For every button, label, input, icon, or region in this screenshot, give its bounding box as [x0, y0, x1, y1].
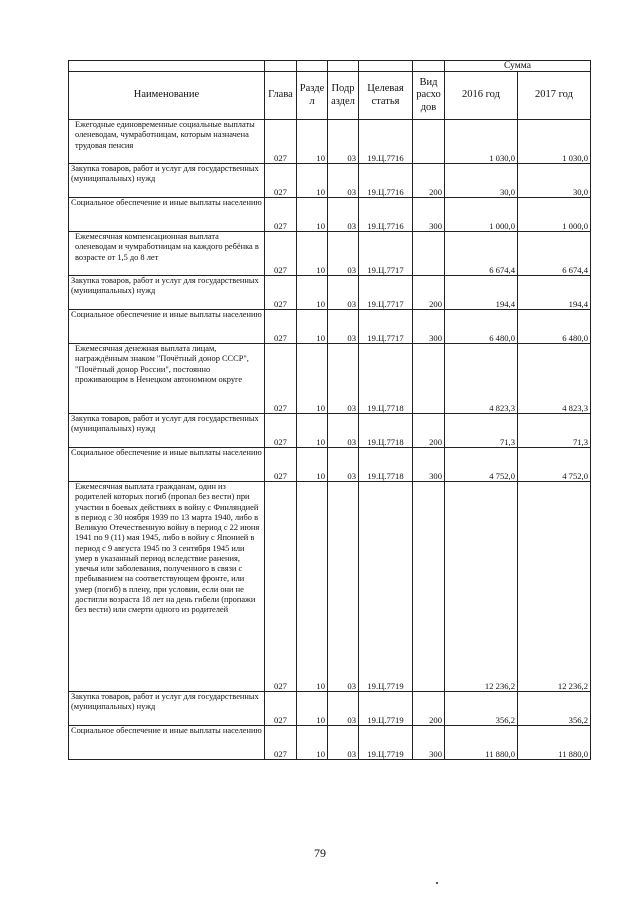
chapter-cell: 027: [265, 310, 297, 344]
section-cell: 10: [297, 120, 328, 164]
subsection-cell: 03: [328, 448, 359, 482]
subsection-cell: 03: [328, 120, 359, 164]
target-item-cell: 19.Ц.7719: [359, 726, 413, 760]
amount-2017-cell: 6 480,0: [518, 310, 591, 344]
table-row: [69, 120, 591, 164]
section-cell: 10: [297, 692, 328, 726]
section-cell: 10: [297, 726, 328, 760]
year-2017-header: 2017 год: [518, 72, 591, 120]
name-cell: Социальное обеспечение и иные выплаты населению: [69, 726, 265, 760]
section-cell: 10: [297, 276, 328, 310]
subsection-cell: 03: [328, 726, 359, 760]
table-row: [69, 448, 591, 482]
amount-2016-cell: 6 674,4: [445, 232, 518, 276]
name-header: Наименование: [69, 72, 265, 120]
amount-2016-cell: 1 000,0: [445, 198, 518, 232]
amount-2017-cell: 30,0: [518, 164, 591, 198]
name-cell: Ежемесячная выплата гражданам, один из родителей которых погиб (пропал без вести) при участии в боевых действиях в войну с Финляндией в период с 30 ноября 1939 по 13 марта 1940, либо в Великую Отечественную войну в период с 22 июня 1941 по 9 (11) мая 1945, либо в войну с Японией в период с 9 августа 1945 по 3 сентября 1945 или умер в указанный период вследствие ранения, увечья или заболевания, полученного в связи с пребыванием на соответствующем фронте, или умер (погиб) в плену, при условии, если они не достигли возраста 18 лет на день гибели (пропажи без вести) или смерти одного из родителей: [69, 482, 265, 692]
header-top-row: [69, 61, 591, 72]
amount-2017-cell: 71,3: [518, 414, 591, 448]
chapter-header: Глава: [265, 72, 297, 120]
expense-type-cell: [413, 232, 445, 276]
amount-2016-cell: 30,0: [445, 164, 518, 198]
amount-2017-cell: 356,2: [518, 692, 591, 726]
subsection-cell: 03: [328, 310, 359, 344]
expense-type-cell: 300: [413, 198, 445, 232]
amount-2016-cell: 11 880,0: [445, 726, 518, 760]
amount-2017-cell: 4 823,3: [518, 344, 591, 414]
expense-type-cell: 200: [413, 276, 445, 310]
table-row: [69, 726, 591, 760]
expense-type-header: Вид расхо дов: [413, 72, 445, 120]
expense-type-cell: 300: [413, 726, 445, 760]
section-cell: 10: [297, 344, 328, 414]
target-item-cell: 19.Ц.7718: [359, 344, 413, 414]
subsection-cell: 03: [328, 344, 359, 414]
chapter-cell: 027: [265, 414, 297, 448]
name-cell: Социальное обеспечение и иные выплаты населению: [69, 310, 265, 344]
chapter-cell: 027: [265, 726, 297, 760]
amount-2016-cell: 71,3: [445, 414, 518, 448]
expense-type-cell: [413, 344, 445, 414]
amount-2016-cell: 1 030,0: [445, 120, 518, 164]
name-cell: Закупка товаров, работ и услуг для государственных (муниципальных) нужд: [69, 164, 265, 198]
subsection-cell: 03: [328, 276, 359, 310]
amount-2016-cell: 4 752,0: [445, 448, 518, 482]
amount-2016-cell: 12 236,2: [445, 482, 518, 692]
chapter-cell: 027: [265, 120, 297, 164]
subsection-cell: 03: [328, 198, 359, 232]
section-cell: 10: [297, 414, 328, 448]
amount-2017-cell: 11 880,0: [518, 726, 591, 760]
target-item-cell: 19.Ц.7719: [359, 692, 413, 726]
target-item-cell: 19.Ц.7716: [359, 164, 413, 198]
chapter-cell: 027: [265, 198, 297, 232]
section-cell: 10: [297, 232, 328, 276]
amount-2017-cell: 12 236,2: [518, 482, 591, 692]
target-item-cell: 19.Ц.7716: [359, 198, 413, 232]
amount-2016-cell: 6 480,0: [445, 310, 518, 344]
subsection-header: Подр аздел: [328, 72, 359, 120]
expense-type-cell: 200: [413, 414, 445, 448]
section-cell: 10: [297, 198, 328, 232]
subsection-cell: 03: [328, 482, 359, 692]
subsection-cell: 03: [328, 164, 359, 198]
subsection-cell: 03: [328, 692, 359, 726]
name-cell: Закупка товаров, работ и услуг для государственных (муниципальных) нужд: [69, 692, 265, 726]
name-cell: Ежемесячная компенсационная выплата оленеводам и чумработницам на каждого ребёнка в возрасте от 1,5 до 8 лет: [69, 232, 265, 276]
subsection-cell: 03: [328, 232, 359, 276]
table-row: [69, 692, 591, 726]
name-cell: Социальное обеспечение и иные выплаты населению: [69, 198, 265, 232]
name-cell: Социальное обеспечение и иные выплаты населению: [69, 448, 265, 482]
amount-2017-cell: 4 752,0: [518, 448, 591, 482]
table-row: [69, 310, 591, 344]
name-cell: Закупка товаров, работ и услуг для государственных (муниципальных) нужд: [69, 276, 265, 310]
sum-header: Сумма: [445, 61, 591, 72]
chapter-cell: 027: [265, 482, 297, 692]
section-cell: 10: [297, 448, 328, 482]
chapter-cell: 027: [265, 276, 297, 310]
target-item-cell: 19.Ц.7718: [359, 448, 413, 482]
amount-2017-cell: 6 674,4: [518, 232, 591, 276]
expense-type-cell: 300: [413, 448, 445, 482]
amount-2017-cell: 1 030,0: [518, 120, 591, 164]
target-item-cell: 19.Ц.7717: [359, 310, 413, 344]
expense-type-cell: 300: [413, 310, 445, 344]
chapter-cell: 027: [265, 692, 297, 726]
name-cell: Закупка товаров, работ и услуг для государственных (муниципальных) нужд: [69, 414, 265, 448]
chapter-cell: 027: [265, 232, 297, 276]
section-cell: 10: [297, 482, 328, 692]
amount-2017-cell: 194,4: [518, 276, 591, 310]
table-row: [69, 482, 591, 692]
section-cell: 10: [297, 164, 328, 198]
subsection-cell: 03: [328, 414, 359, 448]
chapter-cell: 027: [265, 344, 297, 414]
amount-2016-cell: 194,4: [445, 276, 518, 310]
budget-table: [68, 60, 591, 760]
year-2016-header: 2016 год: [445, 72, 518, 120]
section-cell: 10: [297, 310, 328, 344]
table-row: [69, 232, 591, 276]
table-row: [69, 276, 591, 310]
target-item-cell: 19.Ц.7719: [359, 482, 413, 692]
name-cell: Ежемесячная денежная выплата лицам, награждённым знаком "Почётный донор СССР", "Почётный донор России", постоянно проживающим в Ненецком автономном округе: [69, 344, 265, 414]
chapter-cell: 027: [265, 164, 297, 198]
amount-2016-cell: 356,2: [445, 692, 518, 726]
scan-artifact: [436, 882, 438, 884]
section-header: Разде л: [297, 72, 328, 120]
expense-type-cell: [413, 120, 445, 164]
name-cell: Ежегодные единовременные социальные выплаты оленеводам, чумработницам, которым назначена трудовая пенсия: [69, 120, 265, 164]
page-number: 79: [314, 846, 326, 860]
header-row: [69, 72, 591, 120]
table-row: [69, 164, 591, 198]
target-item-header: Целевая статья: [359, 72, 413, 120]
target-item-cell: 19.Ц.7717: [359, 276, 413, 310]
table-row: [69, 414, 591, 448]
chapter-cell: 027: [265, 448, 297, 482]
amount-2017-cell: 1 000,0: [518, 198, 591, 232]
target-item-cell: 19.Ц.7718: [359, 414, 413, 448]
table-row: [69, 344, 591, 414]
expense-type-cell: 200: [413, 164, 445, 198]
expense-type-cell: [413, 482, 445, 692]
target-item-cell: 19.Ц.7716: [359, 120, 413, 164]
target-item-cell: 19.Ц.7717: [359, 232, 413, 276]
expense-type-cell: 200: [413, 692, 445, 726]
table-row: [69, 198, 591, 232]
amount-2016-cell: 4 823,3: [445, 344, 518, 414]
